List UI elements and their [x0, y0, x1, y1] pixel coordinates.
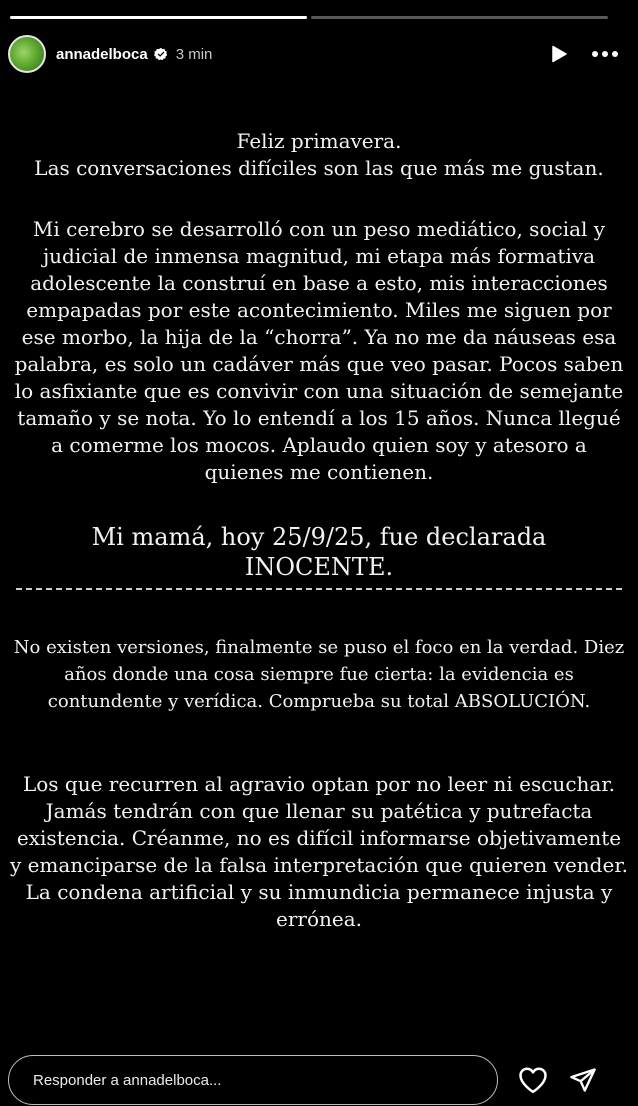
greeting-line: Feliz primavera. [236, 129, 402, 153]
reply-input[interactable] [8, 1055, 498, 1105]
avatar[interactable] [8, 35, 46, 73]
share-button[interactable] [566, 1063, 600, 1097]
paragraph-closing: Los que recurren al agravio optan por no leer ni escuchar. Jamás tendrán con que llenar su patética y putrefacta existencia. Créanme, no es difícil informarse objetivamente y emanciparse de la falsa interpretación que quieren vender. La condena artificial y su inmundicia permanece injusta y errónea. [9, 772, 629, 931]
progress-fill-1 [10, 16, 307, 19]
paragraph-verdict: No existen versiones, finalmente se puso el foco en la verdad. Diez años donde una cosa siempre fue cierta: la evidencia es contundente y verídica. Comprueba su total ABSOLUCIÓN. [13, 637, 625, 712]
more-options-button[interactable] [590, 39, 620, 69]
send-icon [569, 1066, 597, 1094]
story-header [8, 34, 620, 74]
headline: Mi mamá, hoy 25/9/25, fue declarada INOCENTE. [16, 522, 622, 590]
story-progress [10, 16, 608, 19]
more-options-icon [591, 50, 619, 58]
story-text [0, 128, 638, 933]
username[interactable]: annadelboca [56, 45, 148, 63]
paragraph-story: Mi cerebro se desarrolló con un peso mediático, social y judicial de inmensa magnitud, mi etapa más formativa adolescente la construí en base a esto, mis interacciones empapadas por este acontecimiento. Miles me siguen por ese morbo, la hija de la “chorra”. Ya no me da náuseas esa palabra, es solo un cadáver más que veo pasar. Pocos saben lo asfixiante que es convivir con una situación de semejante tamaño y se nota. Yo lo entendí a los 15 años. Nunca llegué a comerme los mocos. Aplaudo quien soy y atesoro a quienes me contienen. [14, 217, 624, 484]
progress-segment-2 [311, 16, 608, 19]
progress-segment-1 [10, 16, 307, 19]
play-button[interactable] [544, 39, 574, 69]
verified-badge-icon [154, 47, 168, 61]
paragraph-greeting [19, 128, 619, 182]
post-time: 3 min [175, 45, 213, 63]
story-footer [8, 1054, 630, 1106]
like-button[interactable] [516, 1063, 550, 1097]
heart-icon [518, 1066, 548, 1094]
play-icon [549, 44, 569, 64]
intro-line: Las conversaciones difíciles son las que más me gustan. [34, 156, 604, 180]
